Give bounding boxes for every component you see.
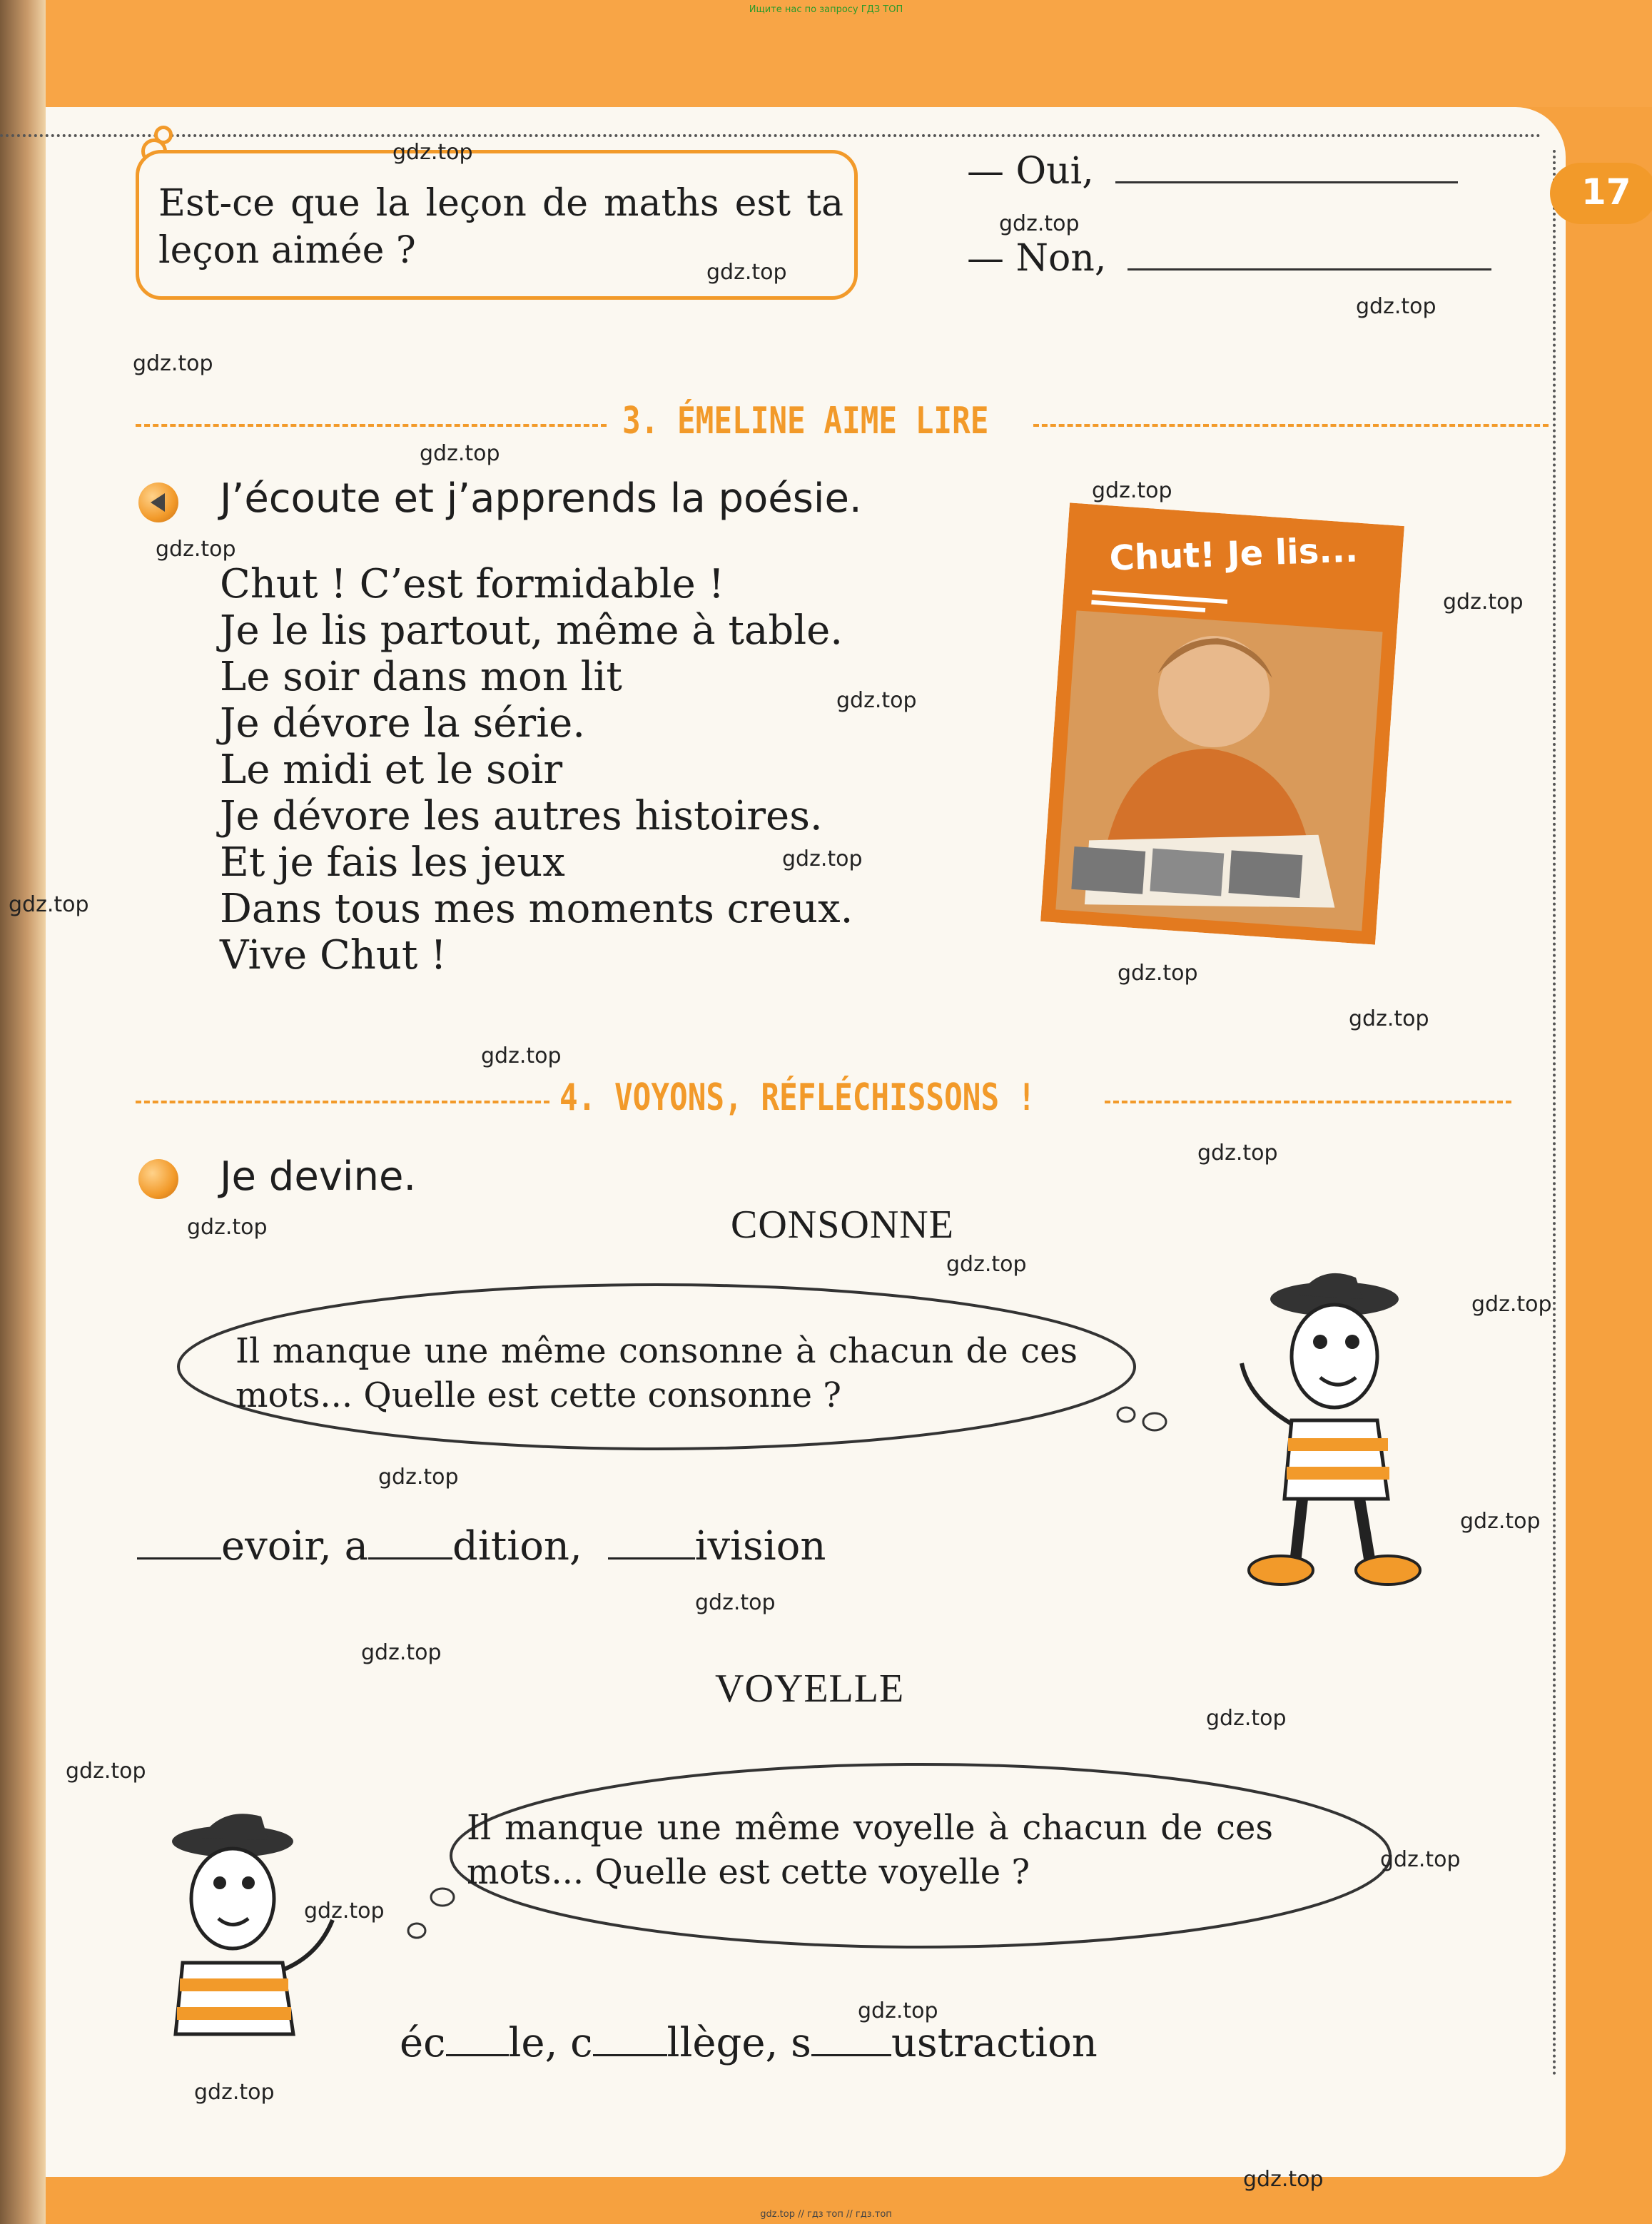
audio-icon[interactable] xyxy=(138,482,178,522)
section4-rule-left xyxy=(136,1101,549,1103)
watermark: gdz.top xyxy=(836,688,917,713)
book-spine xyxy=(0,0,46,2224)
book-cover-title: Chut! Je lis... xyxy=(1108,530,1359,579)
answer-yes-label: — Oui, xyxy=(967,150,1094,193)
section3-title: 3. ÉMELINE AIME LIRE xyxy=(622,400,989,443)
watermark: gdz.top xyxy=(1349,1006,1429,1031)
bullet-icon xyxy=(138,1159,178,1199)
voyelle-bubble-text: Il manque une même voyelle à chacun de ces mots... Quelle est cette voyelle ? xyxy=(467,1808,1273,1892)
watermark: gdz.top xyxy=(361,1640,442,1665)
watermark: gdz.top xyxy=(304,1899,385,1924)
watermark: gdz.top xyxy=(194,2080,275,2105)
consonne-word-1: evoir, a xyxy=(221,1523,369,1570)
watermark: gdz.top xyxy=(156,537,236,562)
watermark: gdz.top xyxy=(1197,1141,1278,1166)
watermark: gdz.top xyxy=(481,1043,562,1068)
consonne-heading: CONSONNE xyxy=(731,1203,954,1247)
section4-rule-right xyxy=(1105,1101,1511,1103)
answer-yes xyxy=(967,150,1458,193)
consonne-word-2: dition, xyxy=(452,1523,595,1570)
consonne-blank-1[interactable] xyxy=(137,1552,221,1560)
watermark: gdz.top xyxy=(706,260,787,285)
watermark: gdz.top xyxy=(1380,1847,1461,1872)
answer-no xyxy=(967,237,1491,280)
dotted-border-top xyxy=(0,134,1541,137)
section3-instruction: J’écoute et j’apprends la poésie. xyxy=(220,475,862,522)
watermark: gdz.top xyxy=(9,892,89,917)
watermark: gdz.top xyxy=(420,441,500,466)
answer-no-label: — Non, xyxy=(967,237,1107,280)
poem-text: Chut ! C’est formidable ! Je le lis partout, même à table. Le soir dans mon lit Je dévore la série. Le midi et le soir Je dévore les autres histoires. Et je fais les jeux Dans tous mes moments creux. Vive Chut ! xyxy=(220,561,853,979)
section4-title: 4. VOYONS, RÉFLÉCHISSONS ! xyxy=(559,1076,1036,1119)
watermark: gdz.top xyxy=(946,1252,1027,1277)
watermark: gdz.top xyxy=(1471,1292,1552,1317)
watermark: gdz.top xyxy=(999,211,1080,236)
section3-rule-left xyxy=(136,424,607,427)
watermark: gdz.top xyxy=(187,1215,268,1240)
watermark: gdz.top xyxy=(858,1998,938,2023)
cartoon-boy-right xyxy=(1213,1256,1434,1599)
watermark: gdz.top xyxy=(695,1590,776,1615)
answer-no-blank[interactable] xyxy=(1127,263,1491,271)
voyelle-heading: VOYELLE xyxy=(715,1667,905,1711)
watermark: gdz.top xyxy=(66,1759,146,1784)
book-cover-image xyxy=(1040,502,1404,944)
consonne-bubble-text: Il manque une même consonne à chacun de ces mots... Quelle est cette consonne ? xyxy=(235,1331,1078,1415)
watermark: gdz.top xyxy=(782,846,863,871)
watermark: gdz.top xyxy=(1118,961,1198,986)
section3-rule-right xyxy=(1033,424,1549,427)
watermark: gdz.top xyxy=(1243,2167,1324,2192)
speaker-icon xyxy=(151,493,165,512)
watermark: gdz.top xyxy=(1092,478,1172,503)
consonne-words xyxy=(137,1523,826,1570)
answer-yes-blank[interactable] xyxy=(1115,176,1458,183)
dialog-question: Est-ce que la leçon de maths est ta leçon aimée ? xyxy=(158,182,843,272)
voyelle-word-3: ustraction xyxy=(891,2020,1098,2066)
voyelle-word-2: llège, s xyxy=(667,2020,811,2066)
section4-instruction: Je devine. xyxy=(220,1153,417,1200)
watermark: gdz.top xyxy=(1460,1509,1541,1534)
consonne-blank-2[interactable] xyxy=(368,1552,452,1560)
voyelle-word-1b: le, c xyxy=(508,2020,593,2066)
bottom-watermark: gdz.top // гдз топ // гдз.топ xyxy=(760,2209,892,2220)
voyelle-blank-1[interactable] xyxy=(446,2049,509,2056)
watermark: gdz.top xyxy=(1443,590,1524,615)
consonne-word-3: ivision xyxy=(694,1523,826,1570)
watermark: gdz.top xyxy=(1356,294,1436,319)
watermark: gdz.top xyxy=(133,351,213,376)
voyelle-word-1a: éc xyxy=(400,2020,446,2066)
dotted-border-right xyxy=(1553,150,1556,2077)
top-watermark: Ищите нас по запросу ГДЗ ТОП xyxy=(749,4,903,15)
top-band xyxy=(0,0,1652,107)
voyelle-words xyxy=(400,2020,1098,2066)
cartoon-boy-left xyxy=(140,1799,354,2056)
voyelle-blank-2[interactable] xyxy=(593,2049,667,2056)
voyelle-blank-3[interactable] xyxy=(811,2049,891,2056)
watermark: gdz.top xyxy=(378,1465,459,1490)
watermark: gdz.top xyxy=(392,140,473,165)
watermark: gdz.top xyxy=(1206,1706,1287,1731)
consonne-blank-3[interactable] xyxy=(608,1552,695,1560)
page-number: 17 xyxy=(1550,163,1652,224)
